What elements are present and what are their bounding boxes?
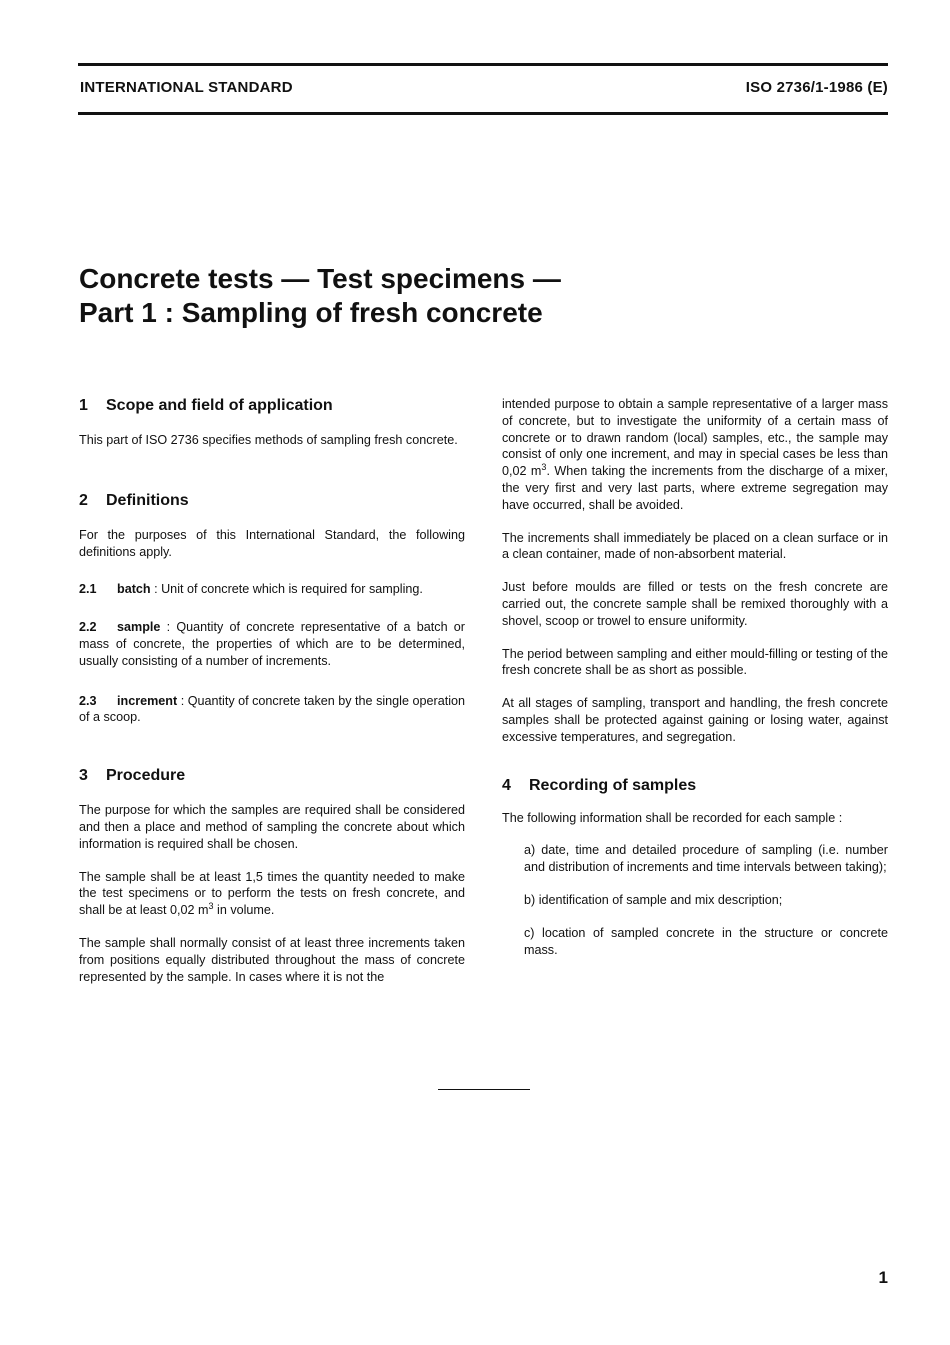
section-3-heading	[79, 766, 465, 786]
procedure-paragraph-2	[79, 869, 465, 919]
procedure-paragraph-6: The period between sampling and either mould-filling or testing of the fresh concrete shall be as short as possible.	[502, 646, 888, 678]
section-3-title: Procedure	[106, 767, 186, 785]
recording-item-c: c) location of sampled concrete in the structure or concrete mass.	[524, 925, 888, 957]
header-standard-label: INTERNATIONAL STANDARD	[80, 79, 293, 96]
section-2-number: 2	[79, 491, 88, 509]
definition-increment-text: : Quantity of concrete taken by the single operation of a scoop.	[79, 693, 465, 725]
procedure-paragraph-3-continued-text: intended purpose to obtain a sample representative of a larger mass of concrete, but to investigate the uniformity of a certain mass of concrete or to drawn random (local) samples, etc., the sample may consist of only one increment, and may in special cases be less than 0,02 m	[502, 397, 888, 479]
header-top-rule	[78, 63, 888, 66]
section-1-title: Scope and field of application	[106, 397, 333, 414]
procedure-paragraph-7: At all stages of sampling, transport and handling, the fresh concrete samples shall be protected against gaining or losing water, against excessive temperatures, and segregation.	[502, 696, 888, 744]
header-document-number: ISO 2736/1-1986 (E)	[745, 79, 888, 96]
definition-sample	[79, 619, 465, 669]
section-1-paragraph: This part of ISO 2736 specifies methods of sampling fresh concrete.	[79, 433, 458, 447]
recording-intro: The following information shall be recorded for each sample :	[502, 810, 843, 825]
left-column	[79, 396, 465, 1001]
section-1-number: 1	[79, 397, 88, 414]
section-4-title: Recording of samples	[529, 776, 697, 794]
definition-sample-term: sample	[117, 620, 161, 635]
section-4-heading	[502, 776, 888, 796]
procedure-paragraph-4: The increments shall immediately be placed on a clean surface or in a clean container, made of non-absorbent material.	[502, 530, 888, 562]
recording-item-b: b) identification of sample and mix description;	[524, 892, 783, 907]
procedure-paragraph-1: The purpose for which the samples are required shall be considered and then a place and method of sampling the concrete about which information is required shall be chosen.	[79, 803, 465, 851]
procedure-paragraph-3: The sample shall normally consist of at least three increments taken from positions equally distributed throughout the mass of concrete represented by the sample. In cases where it is not the	[79, 935, 465, 984]
definition-increment-term: increment	[117, 693, 178, 708]
section-1-heading	[79, 396, 465, 416]
section-3-number: 3	[79, 767, 88, 785]
definition-increment-number: 2.3	[79, 693, 97, 708]
definition-sample-text: : Quantity of concrete representative of a batch or mass of concrete, the properties of which are to be determined, usually consisting of a number of increments.	[79, 620, 465, 668]
procedure-paragraph-3-continued	[502, 396, 888, 514]
procedure-paragraph-3-superscript: 3	[541, 462, 547, 472]
procedure-paragraph-3-continued-end: . When taking the increments from the discharge of a mixer, the very first and very last parts, where extreme segregation may have occurred, shall be avoided.	[502, 464, 888, 512]
recording-item-a: a) date, time and detailed procedure of sampling (i.e. number and distribution of increments and time intervals between taking);	[524, 843, 888, 875]
header-bottom-rule	[78, 112, 888, 115]
procedure-paragraph-5: Just before moulds are filled or tests on the fresh concrete are carried out, the concrete sample shall be remixed thoroughly with a shovel, scoop or trowel to ensure uniformity.	[502, 580, 888, 628]
definition-batch-term: batch	[117, 582, 151, 597]
definition-increment	[79, 693, 465, 727]
title-line-2: Part 1 : Sampling of fresh concrete	[79, 297, 543, 328]
definitions-intro: For the purposes of this International Standard, the following definitions apply.	[79, 527, 465, 559]
page-number: 1	[878, 1268, 888, 1287]
definition-sample-number: 2.2	[79, 620, 97, 635]
definition-batch-text: : Unit of concrete which is required for sampling.	[150, 582, 423, 597]
procedure-paragraph-2-end: in volume.	[213, 903, 275, 918]
footer-rule	[438, 1089, 530, 1090]
document-title	[79, 262, 879, 330]
right-column	[502, 396, 888, 974]
definition-batch	[79, 581, 465, 598]
definition-batch-number: 2.1	[79, 582, 97, 597]
section-4-number: 4	[502, 776, 511, 794]
procedure-paragraph-2-text: The sample shall be at least 1,5 times the quantity needed to make the test specimens or to perform the tests on fresh concrete, and shall be at least 0,02 m	[79, 869, 465, 918]
procedure-paragraph-2-superscript: 3	[208, 900, 214, 911]
section-2-heading	[79, 491, 465, 511]
title-line-1: Concrete tests — Test specimens —	[79, 263, 561, 294]
section-2-title: Definitions	[106, 491, 189, 509]
